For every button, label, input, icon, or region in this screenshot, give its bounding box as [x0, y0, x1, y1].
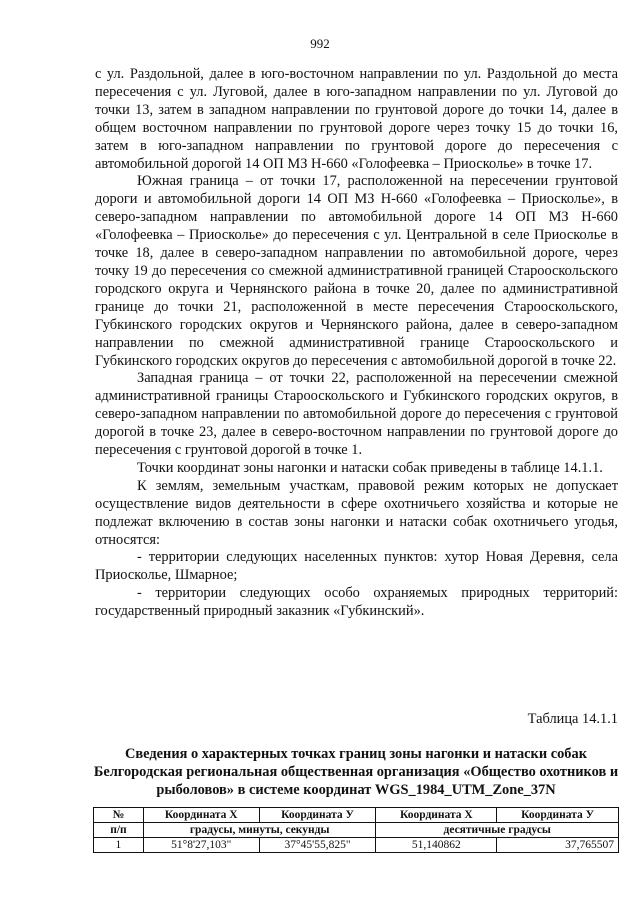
header-y-dec: Координата У: [497, 808, 619, 823]
document-body: [95, 66, 618, 621]
table-subheader-row: [94, 823, 619, 838]
list-item-settlements: - территории следующих населенных пунктов: хутор Новая Деревня, села Приосколье, Шмарное;: [95, 549, 618, 584]
page-number: 992: [310, 36, 330, 51]
header-dec-group: десятичные градусы: [376, 823, 619, 838]
header-x-dec: Координата X: [376, 808, 497, 823]
paragraph-continuation: с ул. Раздольной, далее в юго-восточном направлении по ул. Раздольной до места пересечения с ул. Луговой, далее в юго-западном направлении по ул. Луговой до точки 13, затем в западном направлении по грунтовой дороге до точки 14, далее в общем восточном направлении по грунтовой дороге через точку 15 до точки 16, затем в юго-западном направлении по грунтовой дороге до пересечения с автомобильной дорогой 14 ОП МЗ Н-660 «Голофеевка – Приосколье» в точке 17.: [95, 66, 618, 172]
cell-x-dms: 51°8'27,103": [143, 838, 259, 853]
cell-y-dec: 37,765507: [497, 838, 619, 853]
cell-y-dms: 37°45'55,825": [259, 838, 376, 853]
table-row: [94, 838, 619, 853]
paragraph-west-boundary: Западная граница – от точки 22, расположенной на пересечении смежной административной границы Старооскольского и Губкинского городских округов, в северо-западном направлении по автомобильной дороге до пересечения с грунтовой дорогой в точке 23, далее в северо-восточном направлении по грунтовой дороге до пересечения с грунтовой дорогой в точке 1.: [95, 370, 618, 459]
header-y-dms: Координата У: [259, 808, 376, 823]
paragraph-south-boundary: Южная граница – от точки 17, расположенной на пересечении грунтовой дороги и автомобильной дороги 14 ОП МЗ Н-660 «Голофеевка – Приосколье», в северо-западном направлении по автомобильной дороге 14 ОП МЗ Н-660 «Голофеевка – Приосколье» до пересечения с ул. Центральной в селе Приосколье в точке 18, далее в северо-западном направлении по автомобильной дороге, через точку 19 до пересечения со смежной административной границей Старооскольского городского округа и Чернянского района в точке 20, далее по административной границе до точки 21, расположенной в месте пересечения Старооскольского, Губкинского городских округов и Чернянского района, далее в северо-западном направлении по смежной административной границе Старооскольского и Губкинского городских округов до пересечения с автомобильной дорогой в точке 22.: [95, 173, 618, 369]
cell-x-dec: 51,140862: [376, 838, 497, 853]
coordinates-table: [93, 807, 619, 853]
table-header-row: [94, 808, 619, 823]
list-item-protected-areas: - территории следующих особо охраняемых природных территорий: государственный природный заказник «Губкинский».: [95, 585, 618, 620]
header-num: №: [94, 808, 144, 823]
paragraph-table-reference: Точки координат зоны нагонки и натаски собак приведены в таблице 14.1.1.: [137, 459, 603, 476]
table-caption: Таблица 14.1.1: [527, 711, 618, 727]
header-dms-group: градусы, минуты, секунды: [143, 823, 376, 838]
header-x-dms: Координата X: [143, 808, 259, 823]
header-num-sub: п/п: [94, 823, 144, 838]
paragraph-excluded-lands: К землям, земельным участкам, правовой режим которых не допускает осуществление видов деятельности в сфере охотничьего хозяйства и которые не подлежат включению в состав зоны нагонки и натаски собак охотничьего угодья, относятся:: [95, 477, 618, 548]
cell-num: 1: [94, 838, 144, 853]
table-title: Сведения о характерных точках границ зоны нагонки и натаски собак Белгородская региональная общественная организация «Общество охотников и рыболовов» в системе координат WGS_1984_UTM_Zone_37N: [93, 746, 619, 798]
